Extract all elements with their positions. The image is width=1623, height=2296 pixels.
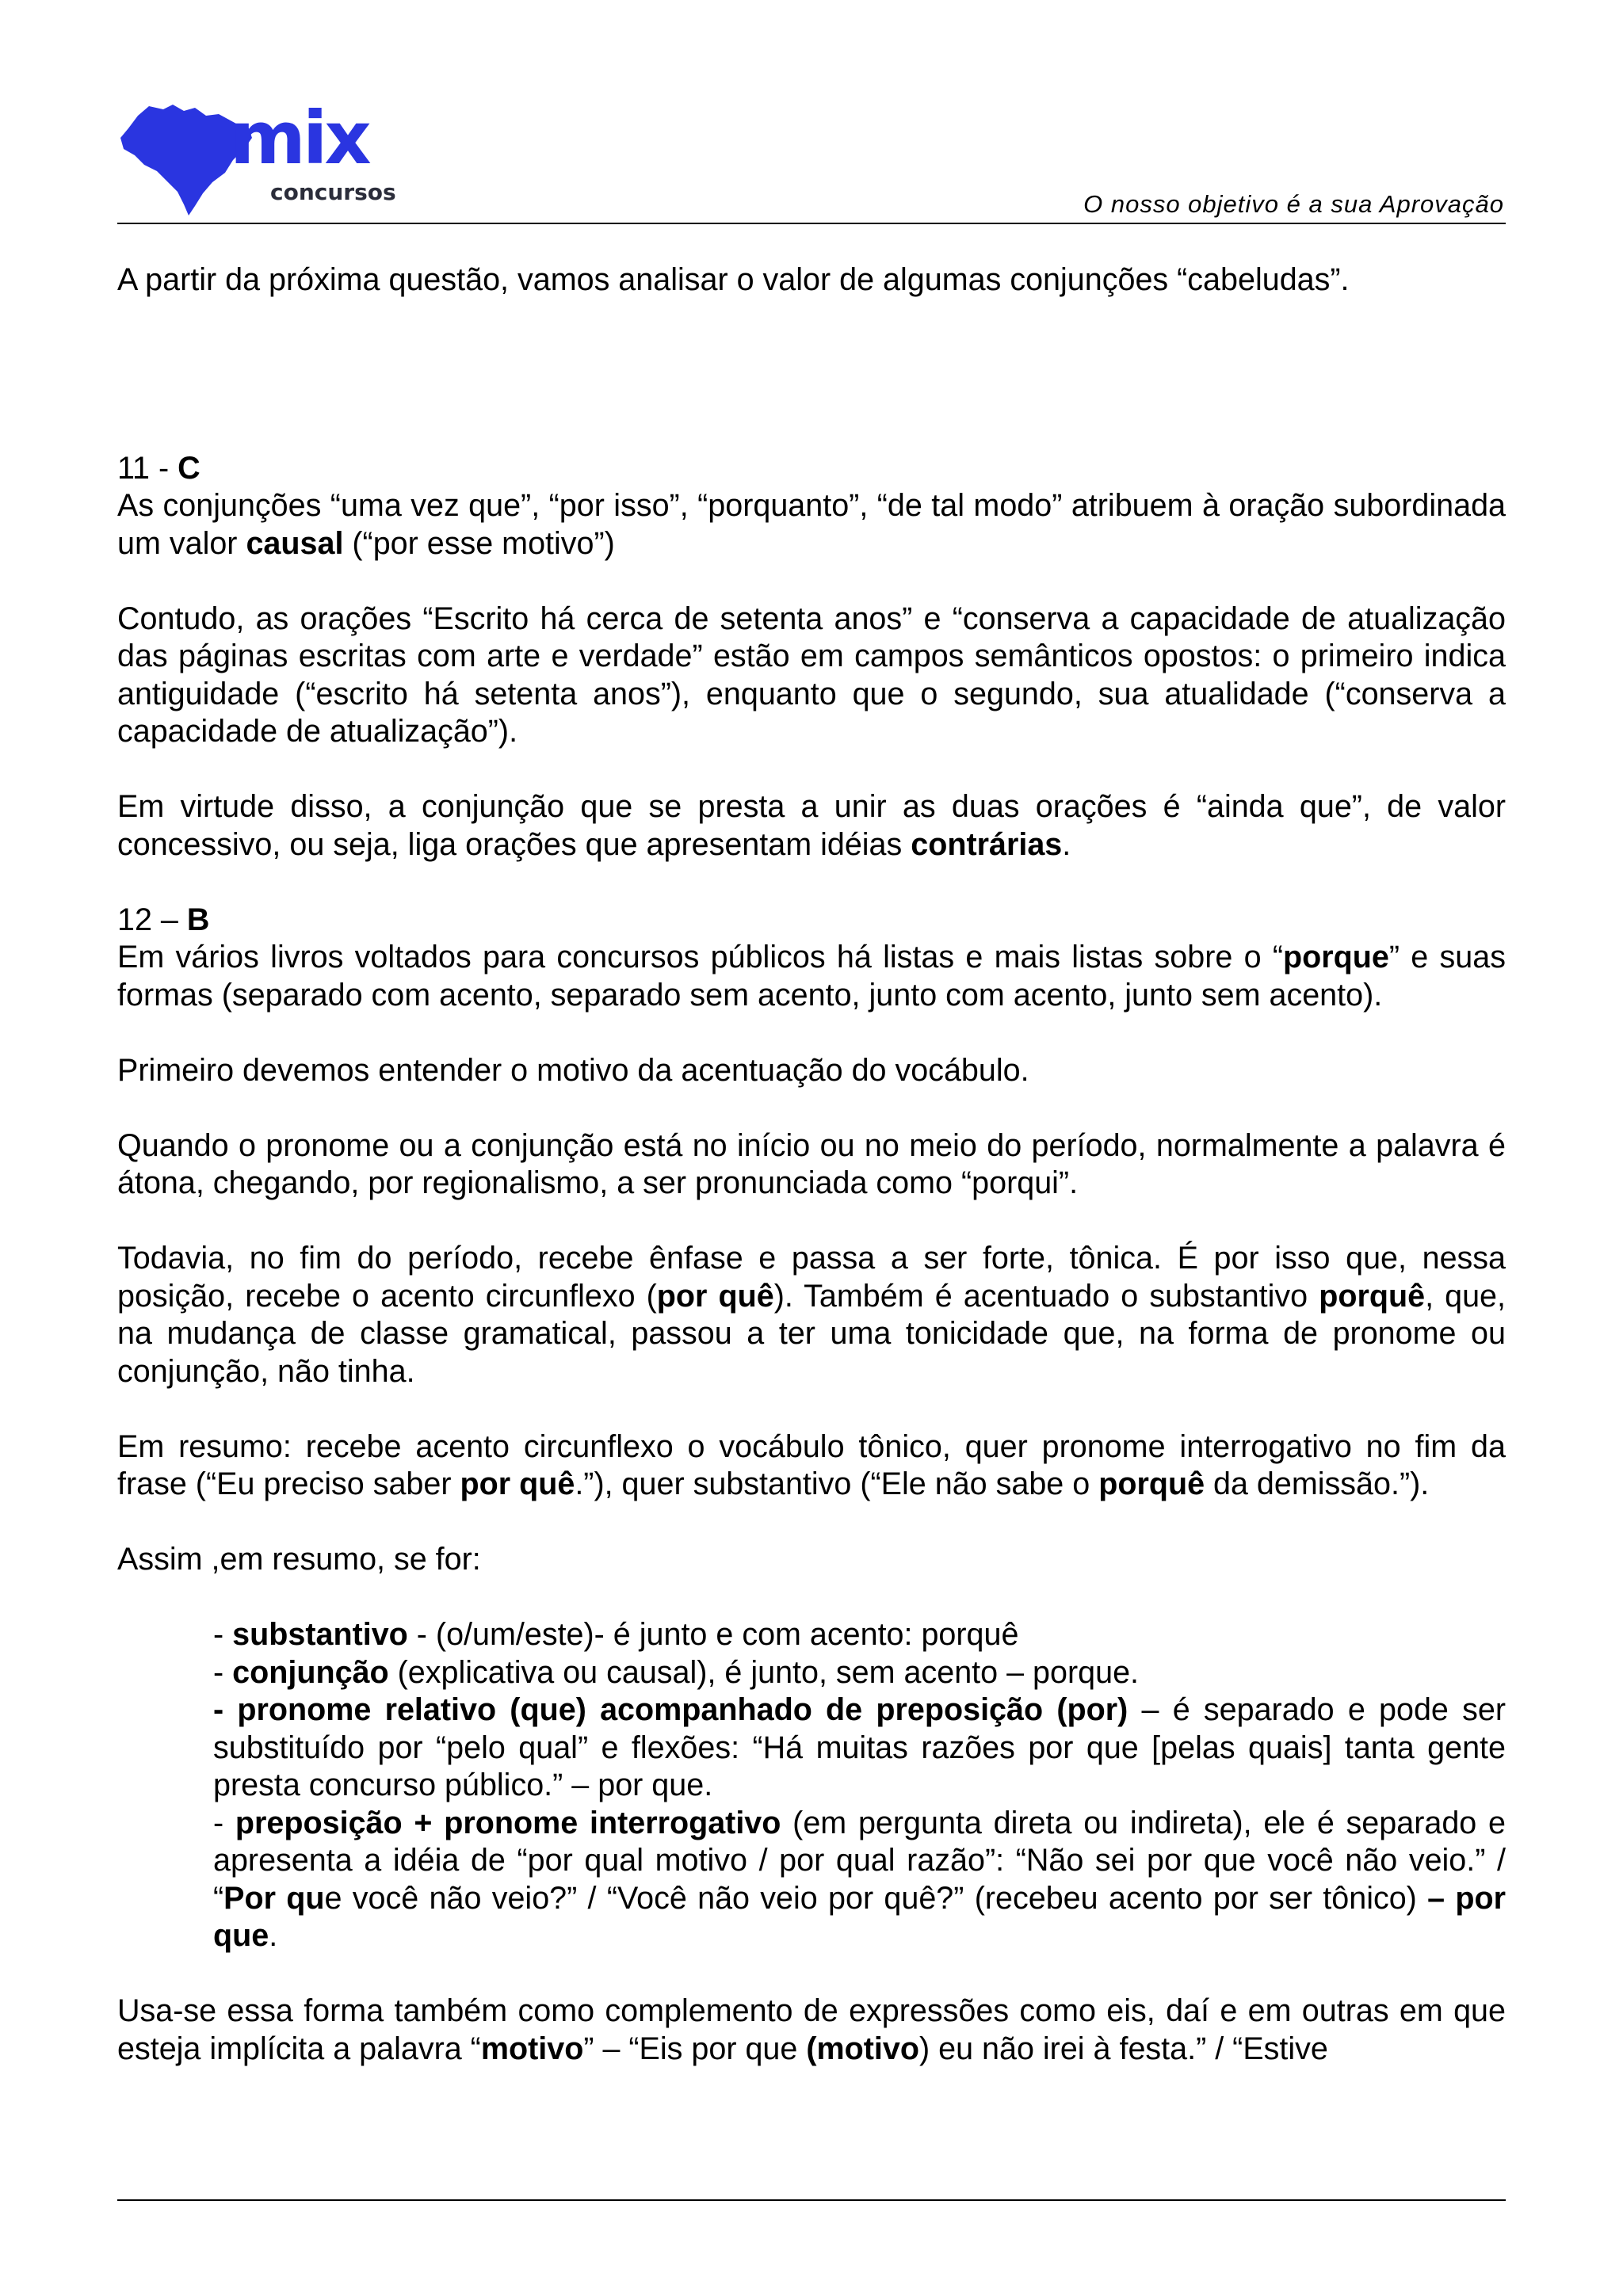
- q12-paragraph-1: Em vários livros voltados para concursos públicos há listas e mais listas sobre o “porque” e suas formas (separado com acento, separado sem acento, junto com acento, junto sem acento).: [117, 940, 1506, 1013]
- document-body: [117, 261, 1506, 2068]
- list-item: - pronome relativo (que) acompanhado de preposição (por) – é separado e pode ser substituído por “pelo qual” e flexões: “Há muitas razões por que [pelas quais] tanta gente presta concurso público.” – por que.: [213, 1692, 1506, 1802]
- q11-paragraph-1: As conjunções “uma vez que”, “por isso”, “porquanto”, “de tal modo” atribuem à oração subordinada um valor causal (“por esse motivo”): [117, 488, 1506, 561]
- question-12-heading: [117, 902, 1506, 940]
- answer-letter: B: [186, 902, 210, 937]
- q11-paragraph-3: Em virtude disso, a conjunção que se presta a unir as duas orações é “ainda que”, de valor concessivo, ou seja, liga orações que apresentam idéias contrárias.: [117, 789, 1506, 862]
- list-item: - conjunção (explicativa ou causal), é junto, sem acento – porque.: [213, 1654, 1140, 1690]
- q12-paragraph-2: Primeiro devemos entender o motivo da acentuação do vocábulo.: [117, 1052, 1029, 1088]
- q12-paragraph-3: Quando o pronome ou a conjunção está no início ou no meio do período, normalmente a palavra é átona, chegando, por regionalismo, a ser pronunciada como “porqui”.: [117, 1127, 1506, 1200]
- mix-concursos-logo: [117, 100, 418, 219]
- question-number: 12 –: [117, 902, 187, 937]
- header-tagline: O nosso objetivo é a sua Aprovação: [1083, 190, 1504, 218]
- q12-paragraph-7: Usa-se essa forma também como complemento de expressões como eis, daí e em outras em que esteja implícita a palavra “motivo” – “Eis por que (motivo) eu não irei à festa.” / “Estive: [117, 1993, 1506, 2066]
- footer-divider: [117, 2199, 1506, 2201]
- logo-subtext: concursos: [270, 179, 396, 205]
- logo-wordmark: mix: [230, 100, 369, 181]
- q11-paragraph-2: Contudo, as orações “Escrito há cerca de setenta anos” e “conserva a capacidade de atualização das páginas escritas com arte e verdade” estão em campos semânticos opostos: o primeiro indica antiguidade (“escrito há setenta anos”), enquanto que o segundo, sua atualidade (“conserva a capacidade de atualização”).: [117, 601, 1506, 749]
- question-number: 11 -: [117, 450, 178, 486]
- q12-paragraph-4: Todavia, no fim do período, recebe ênfase e passa a ser forte, tônica. É por isso que, nessa posição, recebe o acento circunflexo (por quê). Também é acentuado o substantivo porquê, que, na mudança de classe gramatical, passou a ter uma tonicidade que, na forma de pronome ou conjunção, não tinha.: [117, 1241, 1506, 1389]
- answer-letter: C: [178, 450, 200, 486]
- summary-list: [117, 1616, 1506, 1955]
- q12-paragraph-6: Assim ,em resumo, se for:: [117, 1542, 481, 1577]
- q12-paragraph-5: Em resumo: recebe acento circunflexo o vocábulo tônico, quer pronome interrogativo no fim da frase (“Eu preciso saber por quê.”), quer substantivo (“Ele não sabe o porquê da demissão.”).: [117, 1428, 1506, 1501]
- header-divider: [117, 223, 1506, 224]
- list-item: - preposição + pronome interrogativo (em pergunta direta ou indireta), ele é separado e apresenta a idéia de “por qual motivo / por qual razão”: “Não sei por que você não veio.” / “Por que você não veio?” / “Você não veio por quê?” (recebeu acento por ser tônico) – por que.: [213, 1805, 1507, 1953]
- intro-paragraph: A partir da próxima questão, vamos analisar o valor de algumas conjunções “cabeludas”.: [117, 262, 1350, 297]
- list-item: - substantivo - (o/um/este)- é junto e com acento: porquê: [213, 1617, 1019, 1652]
- question-11-heading: [117, 450, 1506, 488]
